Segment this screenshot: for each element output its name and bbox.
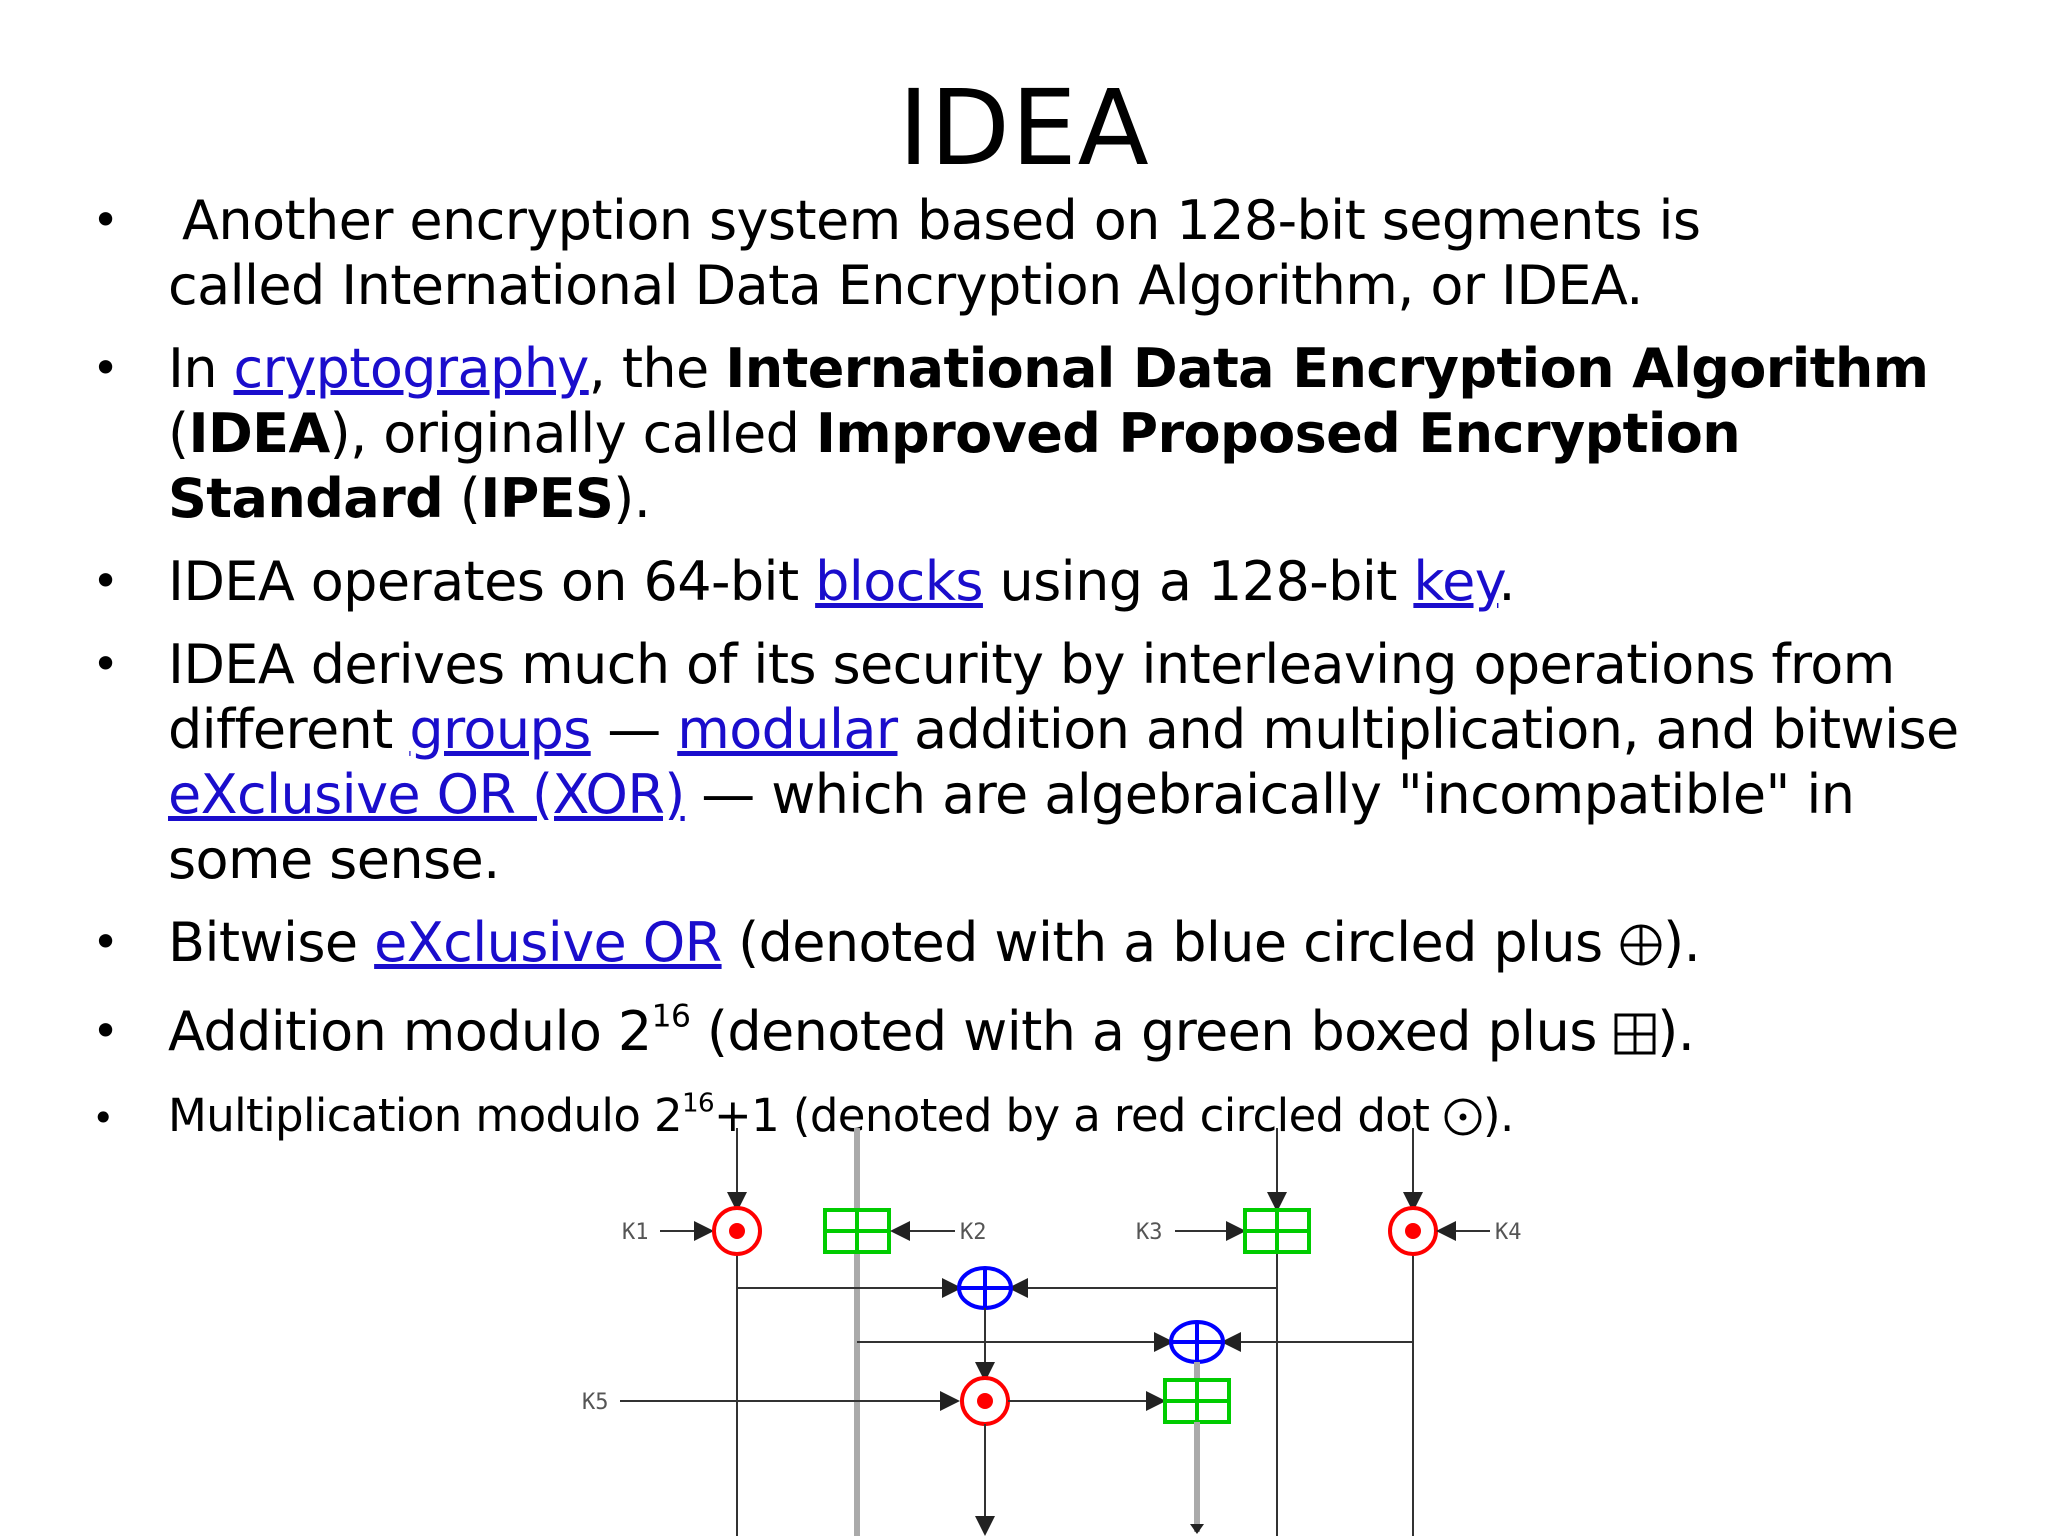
bullet-item-6 [80, 999, 1980, 1070]
diagram-svg [560, 1128, 1600, 1536]
multiply-dot [729, 1223, 745, 1239]
bullet-item-1 [80, 188, 1980, 318]
bullet-text: (denoted with a green boxed plus [690, 1000, 1614, 1063]
multiply-dot [977, 1393, 993, 1409]
bullet-text: Another encryption system based on 128-bit segments is [182, 189, 1701, 252]
circled-plus-icon [1619, 916, 1663, 981]
bullet-item-2 [80, 336, 1980, 531]
bullet-text: . [1498, 550, 1515, 613]
superscript: 16 [682, 1088, 715, 1119]
slide-title: IDEA [898, 67, 1150, 189]
bullet-text: Bitwise [168, 911, 375, 974]
key-label-k5: K5 [582, 1390, 609, 1415]
bullet-list [80, 188, 1980, 1168]
bullet-item-4 [80, 632, 1980, 892]
key-label-k4: K4 [1495, 1220, 1522, 1245]
link-groups[interactable]: groups [409, 698, 591, 761]
bullet-text: +1 (denoted by a red circled dot [714, 1089, 1443, 1142]
key-label-k2: K2 [960, 1220, 987, 1245]
link-blocks[interactable]: blocks [815, 550, 983, 613]
bullet-text: IDEA derives much of its security by interleaving operations from different [168, 633, 1895, 761]
multiply-dot [1405, 1223, 1421, 1239]
bullet-text: Multiplication modulo 2 [168, 1089, 683, 1142]
bullet-text: ). [613, 467, 651, 530]
link-key[interactable]: key [1413, 550, 1499, 613]
bullet-text: ( [443, 467, 481, 530]
bullet-dot: • [92, 193, 119, 247]
boxed-plus-icon [1613, 1005, 1657, 1070]
bold-term: Improved Proposed Encryption Standard [168, 402, 1741, 530]
bullet-text: ). [1663, 911, 1701, 974]
link-cryptography[interactable]: cryptography [233, 337, 589, 400]
link-exclusive-or[interactable]: eXclusive OR [374, 911, 722, 974]
bullet-dot: • [92, 1004, 119, 1058]
bullet-text: — which are algebraically "incompatible" in some sense. [168, 763, 1855, 891]
bullet-item-3 [80, 549, 1980, 614]
link-modular[interactable]: modular [677, 698, 898, 761]
bullet-text: — [590, 698, 678, 761]
bullet-dot: • [92, 341, 119, 395]
key-label-k1: K1 [622, 1220, 649, 1245]
bullet-dot: • [92, 915, 119, 969]
bullet-dot: • [92, 637, 119, 691]
bullet-text: ), originally called [329, 402, 816, 465]
superscript: 16 [651, 998, 691, 1035]
bullet-dot: • [92, 554, 119, 608]
key-label-k3: K3 [1136, 1220, 1163, 1245]
bullet-text: ). [1657, 1000, 1695, 1063]
bullet-text: addition and multiplication, and bitwise [897, 698, 1959, 761]
bullet-text: called International Data Encryption Algorithm, or IDEA. [168, 254, 1643, 317]
bold-term: International Data Encryption Algorithm [725, 337, 1929, 400]
bullet-text: ). [1482, 1089, 1514, 1142]
bullet-text: (denoted with a blue circled plus [721, 911, 1620, 974]
bold-term: IDEA [188, 402, 330, 465]
bold-term: IPES [480, 467, 614, 530]
bullet-dot: • [92, 1096, 114, 1140]
bullet-item-5 [80, 910, 1980, 981]
bullet-text: Addition modulo 2 [168, 1000, 652, 1063]
bullet-text: ( [168, 402, 189, 465]
bullet-text: IDEA operates on 64-bit [168, 550, 816, 613]
bullet-text: In [168, 337, 234, 400]
bullet-text: , the [588, 337, 726, 400]
idea-round-diagram [560, 1128, 1600, 1536]
bullet-text: using a 128-bit [982, 550, 1414, 613]
link-xor[interactable]: eXclusive OR (XOR) [168, 763, 685, 826]
